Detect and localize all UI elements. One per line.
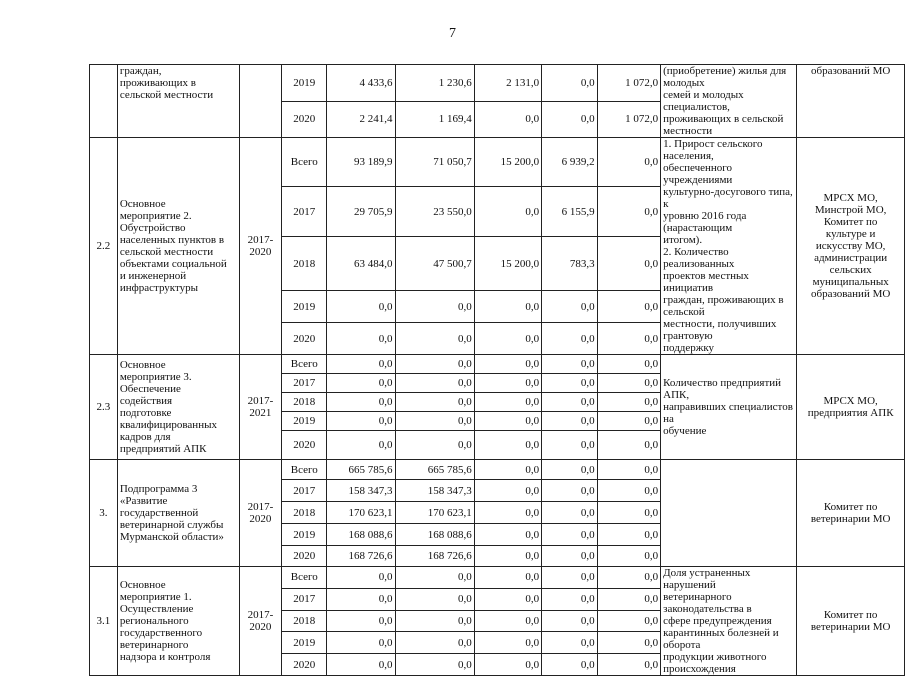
table-body [90,65,905,676]
value-cell: 0,0 [597,412,660,431]
indicator-cell [661,460,797,567]
value-cell: 1 230,6 [395,65,474,102]
value-cell: 168 726,6 [327,546,395,567]
year-cell: Всего [282,567,327,589]
value-cell: 170 623,1 [395,502,474,524]
value-cell: 0,0 [474,460,541,480]
value-cell: 0,0 [542,632,598,654]
item-number: 3.1 [90,567,118,676]
indicator-cell: Доля устраненных нарушений ветеринарного законодательства в сфере предупреждения карантинных болезней и оборота продукции животного происхождения [661,567,797,676]
item-number [90,65,118,138]
item-period: 2017- 2020 [239,460,282,567]
value-cell: 0,0 [327,588,395,610]
value-cell: 0,0 [395,393,474,412]
item-period: 2017- 2021 [239,355,282,460]
item-name: граждан, проживающих в сельской местности [117,65,239,138]
value-cell: 0,0 [395,588,474,610]
value-cell: 4 433,6 [327,65,395,102]
year-cell: 2019 [282,412,327,431]
value-cell: 0,0 [395,610,474,632]
year-cell: 2020 [282,323,327,355]
responsible-cell: образований МО [797,65,905,138]
value-cell: 0,0 [597,632,660,654]
value-cell: 47 500,7 [395,237,474,291]
value-cell: 0,0 [395,323,474,355]
year-cell: 2017 [282,374,327,393]
value-cell: 0,0 [395,431,474,460]
value-cell: 0,0 [474,610,541,632]
value-cell: 0,0 [597,138,660,187]
year-cell: 2019 [282,524,327,546]
value-cell: 0,0 [327,355,395,374]
value-cell: 0,0 [542,412,598,431]
value-cell: 0,0 [474,502,541,524]
value-cell: 0,0 [327,632,395,654]
item-period: 2017- 2020 [239,138,282,355]
value-cell: 29 705,9 [327,186,395,236]
indicator-cell: 1. Прирост сельского населения, обеспеченного учреждениями культурно-досугового типа, к уровню 2016 года (нарастающим итогом). 2. Количество реализованных проектов местных инициатив граждан, проживающих в сельской местности, получивших грантовую поддержку [661,138,797,355]
value-cell: 0,0 [327,567,395,589]
value-cell: 168 088,6 [395,524,474,546]
value-cell: 0,0 [474,588,541,610]
value-cell: 0,0 [395,355,474,374]
indicator-cell: Количество предприятий АПК, направивших специалистов на обучение [661,355,797,460]
value-cell: 0,0 [597,610,660,632]
value-cell: 0,0 [542,546,598,567]
value-cell: 158 347,3 [327,480,395,502]
value-cell: 0,0 [395,632,474,654]
value-cell: 168 726,6 [395,546,474,567]
year-cell: 2017 [282,186,327,236]
program-table [89,64,905,676]
value-cell: 0,0 [542,101,598,138]
value-cell: 0,0 [395,654,474,676]
value-cell: 0,0 [542,431,598,460]
value-cell: 0,0 [474,431,541,460]
value-cell: 0,0 [474,355,541,374]
value-cell: 0,0 [327,393,395,412]
value-cell: 0,0 [474,323,541,355]
value-cell: 2 241,4 [327,101,395,138]
year-cell: 2020 [282,546,327,567]
year-cell: 2019 [282,291,327,323]
table-row [90,138,905,187]
year-cell: 2017 [282,588,327,610]
item-name: Основное мероприятие 2. Обустройство населенных пунктов в сельской местности объектами социальной и инженерной инфраструктуры [117,138,239,355]
item-number: 2.3 [90,355,118,460]
item-name: Основное мероприятие 3. Обеспечение содействия подготовке квалифицированных кадров для предприятий АПК [117,355,239,460]
value-cell: 0,0 [597,291,660,323]
value-cell: 0,0 [474,567,541,589]
responsible-cell: МРСХ МО, Минстрой МО, Комитет по культуре и искусству МО, администрации сельских муниципальных образований МО [797,138,905,355]
year-cell: 2020 [282,654,327,676]
value-cell: 0,0 [542,323,598,355]
value-cell: 6 155,9 [542,186,598,236]
year-cell: Всего [282,460,327,480]
year-cell: Всего [282,138,327,187]
value-cell: 63 484,0 [327,237,395,291]
value-cell: 0,0 [597,393,660,412]
value-cell: 1 169,4 [395,101,474,138]
year-cell: 2019 [282,632,327,654]
value-cell: 0,0 [597,588,660,610]
value-cell: 0,0 [542,460,598,480]
value-cell: 0,0 [327,412,395,431]
year-cell: 2017 [282,480,327,502]
value-cell: 0,0 [542,291,598,323]
year-cell: 2018 [282,393,327,412]
value-cell: 0,0 [597,374,660,393]
value-cell: 0,0 [474,412,541,431]
item-number: 2.2 [90,138,118,355]
value-cell: 0,0 [597,186,660,236]
year-cell: Всего [282,355,327,374]
responsible-cell: Комитет по ветеринарии МО [797,460,905,567]
value-cell: 0,0 [474,291,541,323]
value-cell: 15 200,0 [474,237,541,291]
year-cell: 2020 [282,431,327,460]
table-row [90,567,905,589]
value-cell: 0,0 [597,323,660,355]
value-cell: 0,0 [327,431,395,460]
value-cell: 0,0 [474,374,541,393]
value-cell: 0,0 [474,393,541,412]
value-cell: 0,0 [597,654,660,676]
value-cell: 665 785,6 [395,460,474,480]
year-cell: 2018 [282,502,327,524]
value-cell: 0,0 [474,654,541,676]
item-number: 3. [90,460,118,567]
value-cell: 71 050,7 [395,138,474,187]
value-cell: 0,0 [327,291,395,323]
value-cell: 0,0 [474,186,541,236]
table-row [90,65,905,102]
table-row [90,355,905,374]
value-cell: 1 072,0 [597,101,660,138]
value-cell: 0,0 [327,374,395,393]
value-cell: 0,0 [542,355,598,374]
value-cell: 0,0 [597,524,660,546]
item-name: Подпрограмма 3 «Развитие государственной ветеринарной службы Мурманской области» [117,460,239,567]
value-cell: 0,0 [542,393,598,412]
value-cell: 0,0 [542,374,598,393]
page-number: 7 [449,26,456,41]
value-cell: 0,0 [395,291,474,323]
indicator-cell: (приобретение) жилья для молодых семей и молодых специалистов, проживающих в сельской местности [661,65,797,138]
year-cell: 2020 [282,101,327,138]
value-cell: 1 072,0 [597,65,660,102]
value-cell: 0,0 [474,480,541,502]
value-cell: 0,0 [542,502,598,524]
value-cell: 0,0 [597,460,660,480]
value-cell: 783,3 [542,237,598,291]
item-name: Основное мероприятие 1. Осуществление регионального государственного ветеринарного надзора и контроля [117,567,239,676]
value-cell: 0,0 [542,610,598,632]
value-cell: 0,0 [597,567,660,589]
value-cell: 168 088,6 [327,524,395,546]
year-cell: 2018 [282,610,327,632]
value-cell: 158 347,3 [395,480,474,502]
value-cell: 0,0 [395,567,474,589]
value-cell: 0,0 [542,567,598,589]
value-cell: 0,0 [542,654,598,676]
year-cell: 2018 [282,237,327,291]
table-row [90,460,905,480]
value-cell: 0,0 [597,431,660,460]
value-cell: 0,0 [327,323,395,355]
value-cell: 93 189,9 [327,138,395,187]
value-cell: 0,0 [327,610,395,632]
value-cell: 0,0 [474,101,541,138]
value-cell: 0,0 [542,524,598,546]
value-cell: 0,0 [542,588,598,610]
value-cell: 0,0 [597,480,660,502]
value-cell: 0,0 [474,524,541,546]
value-cell: 665 785,6 [327,460,395,480]
responsible-cell: Комитет по ветеринарии МО [797,567,905,676]
value-cell: 2 131,0 [474,65,541,102]
value-cell: 0,0 [597,237,660,291]
value-cell: 0,0 [327,654,395,676]
value-cell: 170 623,1 [327,502,395,524]
value-cell: 15 200,0 [474,138,541,187]
item-period: 2017- 2020 [239,567,282,676]
value-cell: 23 550,0 [395,186,474,236]
item-period [239,65,282,138]
value-cell: 0,0 [597,502,660,524]
value-cell: 0,0 [395,412,474,431]
responsible-cell: МРСХ МО, предприятия АПК [797,355,905,460]
value-cell: 0,0 [597,546,660,567]
year-cell: 2019 [282,65,327,102]
value-cell: 6 939,2 [542,138,598,187]
value-cell: 0,0 [542,480,598,502]
value-cell: 0,0 [542,65,598,102]
value-cell: 0,0 [395,374,474,393]
value-cell: 0,0 [597,355,660,374]
value-cell: 0,0 [474,546,541,567]
value-cell: 0,0 [474,632,541,654]
